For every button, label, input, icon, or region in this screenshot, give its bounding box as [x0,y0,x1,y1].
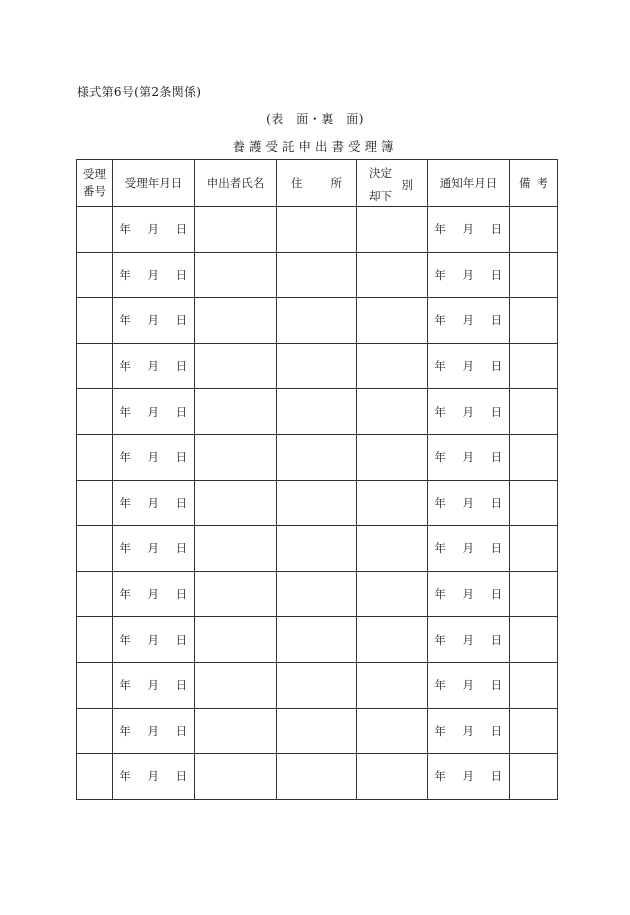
remarks-cell [510,662,558,708]
ledger-table [76,159,558,800]
header-decision-rejected: 却下 [369,189,392,203]
table-row [77,754,558,800]
notice-date-cell: 年 月 日 [428,480,510,526]
remarks-cell [510,343,558,389]
notice-date-cell: 年 月 日 [428,617,510,663]
decision-cell [357,343,428,389]
receipt-number-cell [77,754,113,800]
notice-date-cell: 年 月 日 [428,526,510,572]
receipt-number-cell [77,389,113,435]
header-decision [357,160,428,207]
receipt-number-cell [77,571,113,617]
header-decision-approved: 決定 [369,166,392,180]
receipt-date-cell: 年 月 日 [113,480,195,526]
receipt-date-cell: 年 月 日 [113,298,195,344]
applicant-name-cell [195,480,277,526]
address-cell [277,434,357,480]
decision-cell [357,298,428,344]
address-cell [277,754,357,800]
table-row [77,526,558,572]
receipt-date-cell: 年 月 日 [113,434,195,480]
receipt-date-cell: 年 月 日 [113,754,195,800]
decision-cell [357,662,428,708]
decision-cell [357,617,428,663]
notice-date-cell: 年 月 日 [428,754,510,800]
receipt-date-cell: 年 月 日 [113,252,195,298]
address-cell [277,571,357,617]
receipt-date-cell: 年 月 日 [113,571,195,617]
receipt-date-cell: 年 月 日 [113,662,195,708]
header-receipt-number-line1: 受理 [83,167,106,181]
header-row [77,160,558,207]
table-row [77,571,558,617]
decision-cell [357,708,428,754]
applicant-name-cell [195,252,277,298]
table-row [77,252,558,298]
notice-date-cell: 年 月 日 [428,252,510,298]
applicant-name-cell [195,708,277,754]
notice-date-cell: 年 月 日 [428,207,510,253]
remarks-cell [510,480,558,526]
remarks-cell [510,252,558,298]
address-cell [277,207,357,253]
receipt-date-cell: 年 月 日 [113,526,195,572]
header-address-part1: 住 [291,176,303,190]
decision-cell [357,252,428,298]
address-cell [277,526,357,572]
header-remarks [510,160,558,207]
header-receipt-date: 受理年月日 [113,160,195,207]
address-cell [277,708,357,754]
applicant-name-cell [195,662,277,708]
decision-cell [357,480,428,526]
applicant-name-cell [195,207,277,253]
address-cell [277,662,357,708]
table-row [77,207,558,253]
remarks-cell [510,754,558,800]
remarks-cell [510,617,558,663]
notice-date-cell: 年 月 日 [428,298,510,344]
receipt-number-cell [77,343,113,389]
receipt-number-cell [77,207,113,253]
ledger-body [77,207,558,800]
applicant-name-cell [195,754,277,800]
header-receipt-number [77,160,113,207]
notice-date-cell: 年 月 日 [428,708,510,754]
applicant-name-cell [195,526,277,572]
notice-date-cell: 年 月 日 [428,571,510,617]
remarks-cell [510,571,558,617]
decision-cell [357,754,428,800]
header-receipt-number-line2: 番号 [83,184,106,198]
document-title: 養護受託申出書受理簿 [232,139,398,154]
receipt-date-cell: 年 月 日 [113,617,195,663]
table-row [77,343,558,389]
table-row [77,434,558,480]
remarks-cell [510,708,558,754]
remarks-cell [510,207,558,253]
remarks-cell [510,526,558,572]
applicant-name-cell [195,298,277,344]
side-label: (表 面・裏 面) [266,112,364,126]
receipt-date-cell: 年 月 日 [113,389,195,435]
applicant-name-cell [195,617,277,663]
receipt-number-cell [77,662,113,708]
remarks-cell [510,298,558,344]
address-cell [277,343,357,389]
applicant-name-cell [195,434,277,480]
decision-cell [357,389,428,435]
header-decision-distinction: 別 [401,178,413,192]
header-remarks-part2: 考 [536,176,548,190]
decision-cell [357,434,428,480]
form-number: 様式第6号(第2条関係) [77,85,202,99]
notice-date-cell: 年 月 日 [428,389,510,435]
applicant-name-cell [195,571,277,617]
table-row [77,662,558,708]
table-row [77,480,558,526]
receipt-date-cell: 年 月 日 [113,207,195,253]
receipt-number-cell [77,434,113,480]
header-remarks-part1: 備 [519,176,531,190]
header-address-part2: 所 [330,176,342,190]
header-address [277,160,357,207]
address-cell [277,480,357,526]
address-cell [277,252,357,298]
notice-date-cell: 年 月 日 [428,662,510,708]
decision-cell [357,571,428,617]
receipt-number-cell [77,526,113,572]
receipt-number-cell [77,617,113,663]
address-cell [277,389,357,435]
table-row [77,708,558,754]
address-cell [277,617,357,663]
address-cell [277,298,357,344]
receipt-number-cell [77,480,113,526]
applicant-name-cell [195,389,277,435]
table-row [77,617,558,663]
remarks-cell [510,434,558,480]
receipt-number-cell [77,298,113,344]
receipt-date-cell: 年 月 日 [113,708,195,754]
table-row [77,298,558,344]
table-row [77,389,558,435]
header-applicant-name: 申出者氏名 [195,160,277,207]
receipt-number-cell [77,708,113,754]
notice-date-cell: 年 月 日 [428,343,510,389]
receipt-number-cell [77,252,113,298]
receipt-date-cell: 年 月 日 [113,343,195,389]
decision-cell [357,207,428,253]
header-notice-date: 通知年月日 [428,160,510,207]
decision-cell [357,526,428,572]
applicant-name-cell [195,343,277,389]
notice-date-cell: 年 月 日 [428,434,510,480]
remarks-cell [510,389,558,435]
